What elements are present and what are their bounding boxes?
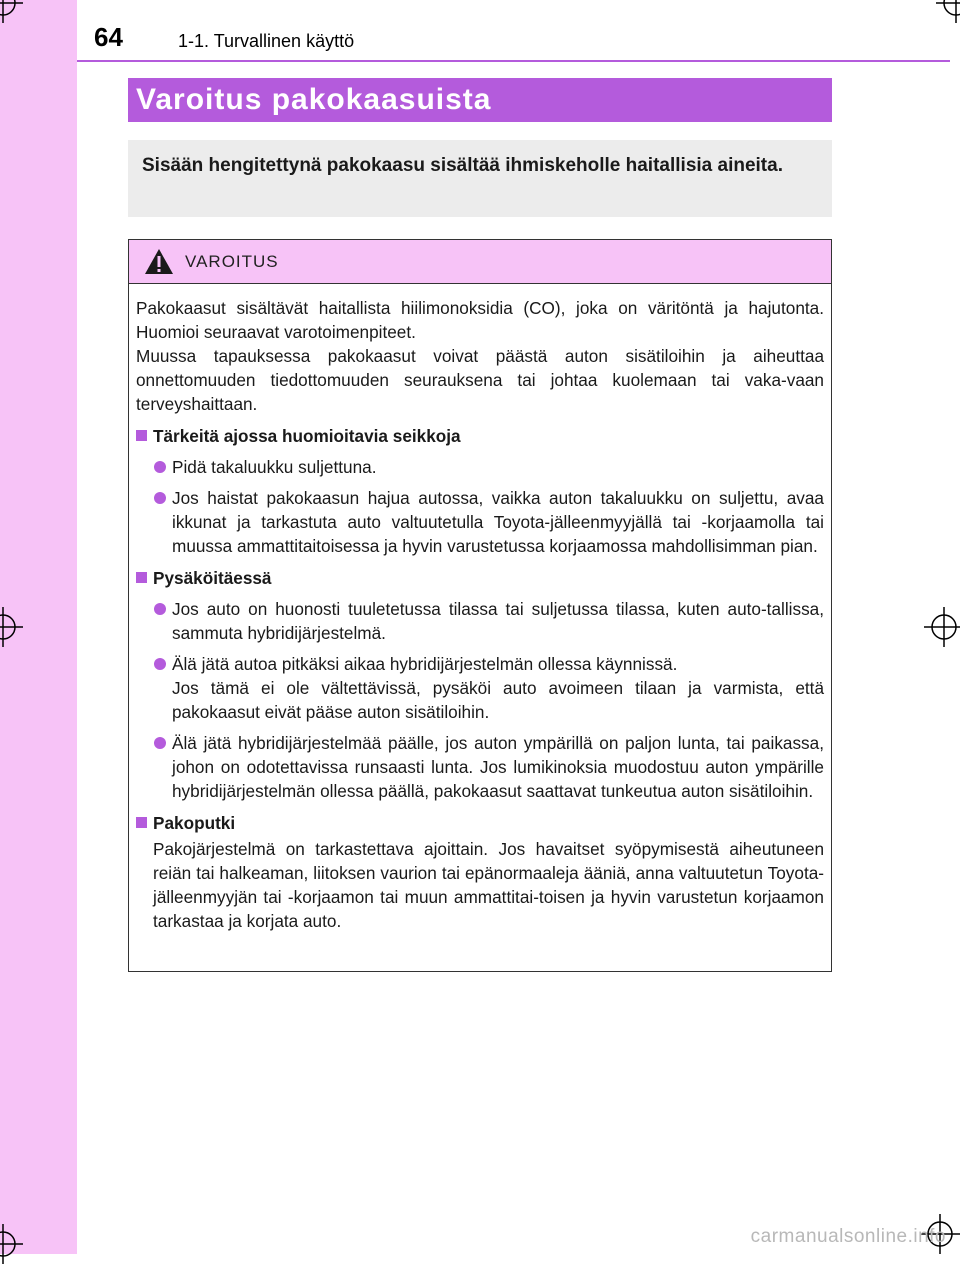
warning-paragraph: Pakojärjestelmä on tarkastettava ajoittain. Jos havaitset syöpymisestä aiheutuneen reiän tai halkeaman, liitoksen vaurion tai epänormaaleja ääniä, anna valtuutetun Toyota-jälleenmyyjän tai -korjaamon tai muun ammattitai-toisen ja hyvin varustetun korjaamon tarkastaa ja korjata auto.: [153, 839, 824, 931]
page-number: 64: [94, 22, 123, 52]
square-bullet-icon: [136, 430, 147, 441]
warning-box: [128, 239, 832, 972]
watermark: carmanualsonline.info: [750, 1226, 946, 1247]
header-rule: [77, 60, 950, 62]
list-item: Pidä takaluukku suljettuna.: [136, 455, 824, 479]
section-title: Varoitus pakokaasuista: [128, 78, 832, 122]
warning-triangle-icon: [144, 248, 174, 275]
registration-mark-icon: [0, 1224, 23, 1264]
warning-body: [129, 284, 831, 933]
intro-box: Sisään hengitettynä pakokaasu sisältää ihmiskeholle haitallisia aineita.: [128, 140, 832, 217]
square-bullet-icon: [136, 817, 147, 828]
list-item: Älä jätä autoa pitkäksi aikaa hybridijärjestelmän ollessa käynnissä. Jos tämä ei ole vältettävissä, pysäköi auto avoimeen tilaan ja varmista, että pakokaasut eivät pääse auton sisätiloihin.: [136, 652, 824, 724]
circle-bullet-icon: [154, 492, 166, 504]
registration-mark-icon: [924, 607, 960, 647]
warning-label: VAROITUS: [185, 252, 279, 271]
registration-mark-icon: [0, 0, 23, 23]
circle-bullet-icon: [154, 603, 166, 615]
list-item: Jos auto on huonosti tuuletetussa tilassa tai suljetussa tilassa, kuten auto-tallissa, sammuta hybridijärjestelmä.: [136, 597, 824, 645]
circle-bullet-icon: [154, 737, 166, 749]
circle-bullet-icon: [154, 461, 166, 473]
registration-mark-icon: [0, 607, 23, 647]
square-bullet-icon: [136, 572, 147, 583]
registration-mark-icon: [936, 0, 960, 23]
list-item: Jos haistat pakokaasun hajua autossa, vaikka auton takaluukku on suljettu, avaa ikkunat ja tarkastuta auto valtuutetulla Toyota-jälleenmyyjällä tai -korjaamolla tai muussa ammattitaitoisessa ja hyvin varustetussa korjaamossa mahdollisimman pian.: [136, 486, 824, 558]
subheading: Pakoputki: [136, 811, 824, 835]
warning-paragraph: Muussa tapauksessa pakokaasut voivat päästä auton sisätiloihin ja aiheuttaa onnettomuuden tiedottomuuden seurauksena tai johtaa kuolemaan tai vaka-vaan terveyshaittaan.: [136, 346, 824, 414]
circle-bullet-icon: [154, 658, 166, 670]
subheading: Pysäköitäessä: [136, 566, 824, 590]
running-head: 1-1. Turvallinen käyttö: [178, 31, 355, 51]
list-item: Älä jätä hybridijärjestelmää päälle, jos auton ympärillä on paljon lunta, tai paikassa, johon on odotettavissa runsaasti lunta. Jos lumikinoksia muodostuu auton ympärille hybridijärjestelmän ollessa päällä, pakokaasut saattavat tunkeutua auton sisätiloihin.: [136, 731, 824, 803]
warning-header: [129, 240, 831, 284]
warning-paragraph: Pakokaasut sisältävät haitallista hiilimonoksidia (CO), joka on väritöntä ja hajutonta. Huomioi seuraavat varotoimenpiteet.: [136, 298, 824, 342]
subheading: Tärkeitä ajossa huomioitavia seikkoja: [136, 424, 824, 448]
